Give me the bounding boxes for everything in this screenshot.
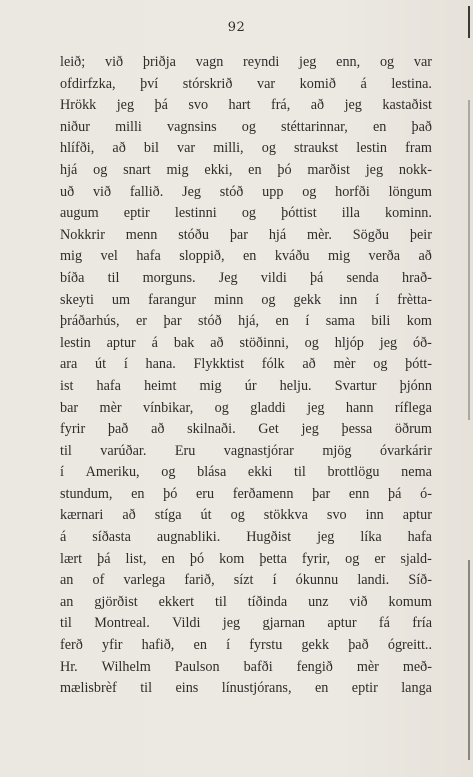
text-line <box>60 74 432 96</box>
word: fengið <box>296 658 333 675</box>
word: fallið. <box>129 183 164 200</box>
word: Nokkrir <box>60 226 105 243</box>
word: vagnsins <box>166 118 217 135</box>
word: enn <box>348 485 370 502</box>
word: svo <box>326 507 347 524</box>
word: upp <box>262 183 284 200</box>
word: út <box>200 507 212 524</box>
word: eins <box>175 680 199 697</box>
word: þó <box>277 161 292 178</box>
word: eru <box>195 485 215 502</box>
word: list, <box>125 550 147 567</box>
word: gjörðist <box>94 593 138 610</box>
word: enn, <box>336 54 361 70</box>
word: þá <box>388 485 402 502</box>
text-line <box>60 95 432 117</box>
word: svo <box>188 97 209 114</box>
word: og <box>241 205 257 222</box>
word: óð- <box>412 334 432 351</box>
word: stóð <box>198 313 222 330</box>
word: til <box>140 680 153 697</box>
word: það <box>348 637 369 654</box>
word: aptur <box>106 334 136 351</box>
text-line <box>60 635 432 657</box>
word: í <box>60 464 64 481</box>
text-line <box>60 592 432 614</box>
word: hjá, <box>238 313 260 330</box>
text-line <box>60 549 432 571</box>
word: marðist <box>307 161 350 178</box>
word: hart <box>228 97 251 114</box>
text-line <box>60 505 432 527</box>
word: og <box>373 356 388 373</box>
word: gjarnan <box>262 615 306 632</box>
word: stórskrið <box>182 75 233 92</box>
word: var <box>177 140 196 157</box>
word: lært <box>60 550 83 567</box>
word: er <box>135 313 147 330</box>
page-edge-mark <box>468 100 470 420</box>
word: við <box>92 183 112 200</box>
word: í <box>305 313 310 330</box>
text-line <box>60 419 432 441</box>
word: ó- <box>420 485 432 502</box>
word: á <box>60 529 67 546</box>
word: og <box>261 140 276 157</box>
word: fyrir, <box>301 550 331 567</box>
word: og <box>161 464 176 481</box>
word: og <box>241 118 256 135</box>
word: varlega <box>123 572 166 589</box>
text-line <box>60 570 432 592</box>
word: tíðinda <box>247 593 288 610</box>
text-line <box>60 484 432 506</box>
word: bar <box>60 399 79 416</box>
word: ferð <box>60 637 83 654</box>
word: illa <box>341 205 360 222</box>
word: úr <box>244 377 257 394</box>
text-line <box>60 527 432 549</box>
text-line <box>60 462 432 484</box>
word: inn <box>339 291 358 308</box>
word: gekk <box>301 637 330 654</box>
word: til <box>60 615 72 632</box>
word: mèr <box>333 356 356 373</box>
body-text <box>60 52 432 700</box>
word: uð <box>60 183 75 200</box>
word: ofdirfzka, <box>60 75 116 92</box>
word: fyrstu <box>249 637 283 654</box>
text-line <box>60 246 432 268</box>
word: jeg <box>301 421 319 438</box>
word: komum <box>388 593 432 610</box>
word: stóðu <box>178 226 209 243</box>
word: en <box>242 248 257 265</box>
word: Paulson <box>174 658 220 675</box>
word: eptir <box>123 205 150 222</box>
text-line <box>60 182 432 204</box>
text-line <box>60 203 432 225</box>
word: ekkert <box>158 593 195 610</box>
word: Get <box>258 421 279 438</box>
word: sama <box>325 313 355 330</box>
word: langa <box>401 680 432 697</box>
word: menn <box>125 226 158 243</box>
word: stóð <box>219 183 244 200</box>
text-line <box>60 333 432 355</box>
word: þá <box>97 550 111 567</box>
word: þóttist <box>281 205 317 222</box>
word: var <box>256 75 276 92</box>
word: og <box>230 507 245 524</box>
word: jeg <box>307 399 325 416</box>
word: Jeg <box>218 269 238 286</box>
text-line <box>60 678 432 700</box>
word: en <box>314 680 329 697</box>
word: mèr <box>356 658 379 675</box>
word: og <box>379 54 395 70</box>
word: þó <box>163 485 178 502</box>
word: hljóp <box>334 334 364 351</box>
word: að <box>151 421 165 438</box>
word: óvarkárir <box>379 442 432 459</box>
word: mèr. <box>307 226 332 243</box>
word: kærnari <box>60 507 104 524</box>
word: hann <box>345 399 374 416</box>
text-line <box>60 160 432 182</box>
word: blása <box>197 464 227 481</box>
word: hafið, <box>141 637 175 654</box>
word: senda <box>346 269 379 286</box>
word: sloppið, <box>179 248 225 265</box>
word: og <box>345 550 360 567</box>
word: þar <box>229 226 248 243</box>
word: kominn. <box>385 205 432 222</box>
word: en <box>248 161 262 178</box>
word: milli <box>115 118 142 135</box>
word: Montreal. <box>94 615 150 632</box>
word: en <box>161 550 175 567</box>
word: stökkva <box>263 507 308 524</box>
word: þá <box>309 269 324 286</box>
text-line <box>60 268 432 290</box>
word: þeir <box>409 226 432 243</box>
word: Ameriku, <box>85 464 140 481</box>
word: morguns. <box>142 269 196 286</box>
word: jeg <box>116 97 135 114</box>
word: þar <box>312 485 331 502</box>
word: landi. <box>357 572 390 589</box>
word: að <box>418 248 432 265</box>
text-line <box>60 138 432 160</box>
page-number: 92 <box>227 20 246 35</box>
word: Svartur <box>334 377 377 394</box>
word: að <box>122 507 136 524</box>
word: fram <box>405 140 432 157</box>
word: aptur <box>402 507 432 524</box>
word: það <box>411 118 432 135</box>
word: bili <box>371 313 391 330</box>
word: reyndi <box>243 54 280 70</box>
word: Hrökk <box>60 97 97 114</box>
word: milli, <box>213 140 244 157</box>
text-line <box>60 52 432 74</box>
word: að <box>302 356 316 373</box>
word: vagn <box>195 54 224 70</box>
word: hafa <box>407 529 432 546</box>
word: leið; <box>60 54 86 70</box>
word: aptur <box>327 615 357 632</box>
word: stíga <box>154 507 182 524</box>
word: til <box>107 269 120 286</box>
word: straukst <box>294 140 339 157</box>
word: á <box>151 334 158 351</box>
word: stundum, <box>60 485 113 502</box>
word: jeg <box>317 529 335 546</box>
word: frá, <box>270 97 291 114</box>
word: hlífði, <box>60 140 95 157</box>
word: verða <box>368 248 401 265</box>
word: vagnastjórar <box>223 442 294 459</box>
word: Wilhelm <box>101 658 151 675</box>
word: hafa <box>136 248 161 265</box>
word: farangur <box>148 291 197 308</box>
word: var <box>413 54 432 70</box>
word: og <box>214 399 229 416</box>
word: fólk <box>261 356 285 373</box>
word: og <box>261 291 276 308</box>
word: helju. <box>279 377 312 394</box>
word: ríflega <box>394 399 432 416</box>
page-edge-mark <box>468 560 470 760</box>
word: nokk- <box>398 161 432 178</box>
word: þessa <box>341 421 373 438</box>
word: bak <box>173 334 195 351</box>
word: fría <box>412 615 432 632</box>
word: hana. <box>145 356 176 373</box>
word: inn <box>365 507 384 524</box>
word: en <box>275 313 289 330</box>
word: líka <box>360 529 382 546</box>
word: hafa <box>96 377 121 394</box>
word: út <box>95 356 107 373</box>
word: en <box>193 637 207 654</box>
word: eptir <box>351 680 378 697</box>
word: og <box>93 161 108 178</box>
word: til <box>60 442 72 459</box>
word: til <box>214 593 227 610</box>
word: vínbikar, <box>143 399 194 416</box>
word: við <box>104 54 124 70</box>
word: bafði <box>243 658 273 675</box>
word: stöðinni, <box>239 334 289 351</box>
word: komið <box>299 75 336 92</box>
text-line <box>60 117 432 139</box>
word: sjald- <box>400 550 432 567</box>
word: jeg <box>365 161 384 178</box>
word: á <box>360 75 367 92</box>
word: Eru <box>174 442 196 459</box>
word: við <box>349 593 368 610</box>
word: og <box>304 334 319 351</box>
word: að <box>112 140 126 157</box>
word: fá <box>378 615 390 632</box>
word: er <box>374 550 386 567</box>
word: an <box>60 572 74 589</box>
text-line <box>60 354 432 376</box>
word: ara <box>60 356 78 373</box>
word: að <box>210 334 224 351</box>
word: vildi <box>260 269 287 286</box>
word: og <box>302 183 317 200</box>
word: í <box>272 572 277 589</box>
word: of <box>92 572 105 589</box>
word: þótt- <box>405 356 432 373</box>
word: an <box>60 593 74 610</box>
word: horfði <box>335 183 370 200</box>
word: jeg <box>344 97 362 114</box>
word: mig <box>166 161 189 178</box>
text-line <box>60 398 432 420</box>
word: þjónn <box>399 377 432 394</box>
text-line <box>60 311 432 333</box>
word: mælisbrèf <box>60 680 117 697</box>
word: jeg <box>222 615 241 632</box>
word: vel <box>100 248 118 265</box>
word: öðrum <box>394 421 432 438</box>
word: þá <box>154 97 168 114</box>
word: jeg <box>379 334 398 351</box>
word: það <box>107 421 129 438</box>
word: farið, <box>184 572 215 589</box>
word: hrað- <box>401 269 432 286</box>
text-line <box>60 613 432 635</box>
word: augnabliki. <box>156 529 221 546</box>
word: mig <box>327 248 351 265</box>
word: kom <box>219 550 245 567</box>
word: því <box>140 75 159 92</box>
word: Flykktist <box>193 356 245 373</box>
word: Jeg <box>182 183 201 200</box>
word: ferðamenn <box>232 485 294 502</box>
word: þar <box>163 313 182 330</box>
word: til <box>294 464 306 481</box>
word: hjá <box>268 226 287 243</box>
word: í <box>226 637 231 654</box>
word: ekki, <box>204 161 233 178</box>
word: bíða <box>60 269 85 286</box>
text-line <box>60 225 432 247</box>
word: mig <box>60 248 83 265</box>
word: varúðar. <box>100 442 147 459</box>
word: snart <box>123 161 151 178</box>
word: þetta <box>259 550 287 567</box>
word: þráðarhús, <box>60 313 120 330</box>
word: með- <box>402 658 432 675</box>
word: um <box>111 291 131 308</box>
word: frètta- <box>397 291 432 308</box>
word: yfir <box>102 637 123 654</box>
word: ist <box>60 377 74 394</box>
word: lestinni <box>174 205 217 222</box>
word: ekki <box>247 464 273 481</box>
word: kváðu <box>274 248 310 265</box>
word: fyrir <box>60 421 86 438</box>
word: mèr <box>99 399 122 416</box>
word: ókunnu <box>295 572 339 589</box>
word: mjög <box>322 442 352 459</box>
word: Vildi <box>172 615 201 632</box>
word: niður <box>60 118 90 135</box>
word: bil <box>143 140 159 157</box>
text-line <box>60 376 432 398</box>
word: jeg <box>299 54 317 70</box>
word: þriðja <box>142 54 176 70</box>
word: gladdi <box>250 399 286 416</box>
word: þó <box>189 550 205 567</box>
word: kastaðist <box>382 97 432 114</box>
text-line <box>60 441 432 463</box>
word: sízt <box>233 572 254 589</box>
word: heimt <box>144 377 177 394</box>
text-line <box>60 290 432 312</box>
word: en <box>131 485 145 502</box>
word: augum <box>60 205 99 222</box>
word: löngum <box>388 183 432 200</box>
word: síðasta <box>92 529 131 546</box>
word: lestin <box>356 140 388 157</box>
word: línustjórans, <box>221 680 292 697</box>
word: kom <box>406 313 432 330</box>
text-line <box>60 657 432 679</box>
word: hjá <box>60 161 78 178</box>
word: Hugðist <box>246 529 292 546</box>
word: lestin <box>60 334 91 351</box>
word: Hr. <box>60 658 78 675</box>
word: en <box>372 118 387 135</box>
word: Síð- <box>408 572 432 589</box>
word: stéttarinnar, <box>281 118 348 135</box>
word: brottlögu <box>327 464 380 481</box>
word: að <box>310 97 325 114</box>
word: ógreitt.. <box>387 637 432 654</box>
word: lestina. <box>391 75 432 92</box>
word: nema <box>401 464 432 481</box>
word: minn <box>214 291 244 308</box>
word: skeyti <box>60 291 94 308</box>
word: í <box>375 291 380 308</box>
word: unz <box>308 593 329 610</box>
word: í <box>123 356 128 373</box>
word: skilnaði. <box>187 421 236 438</box>
word: mig <box>199 377 222 394</box>
word: Sögðu <box>352 226 390 243</box>
word: gekk <box>293 291 322 308</box>
